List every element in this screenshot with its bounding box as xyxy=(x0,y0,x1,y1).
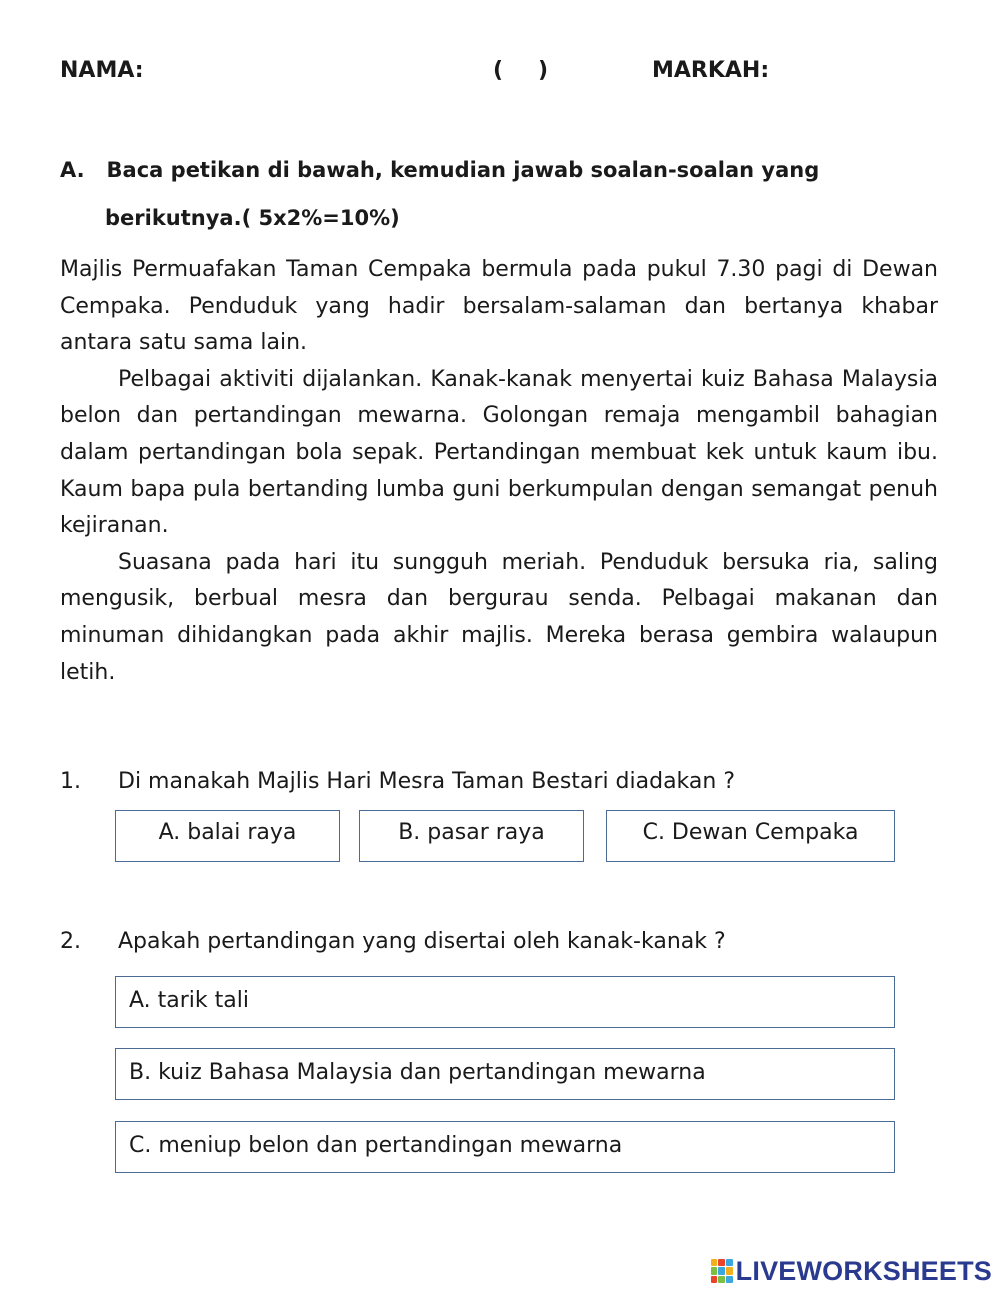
passage-paragraph-1: Majlis Permuafakan Taman Cempaka bermula pada pukul 7.30 pagi di Dewan Cempaka. Penduduk yang hadir bersalam-salaman dan bertanya khabar antara satu sama lain. xyxy=(60,257,938,356)
q2-option-c[interactable]: C. meniup belon dan pertandingan mewarna xyxy=(115,1121,895,1173)
q1-option-a[interactable]: A. balai raya xyxy=(115,810,340,862)
logo-tile xyxy=(711,1259,718,1266)
markah-label: MARKAH: xyxy=(652,58,770,83)
logo-text: LIVEWORKSHEETS xyxy=(735,1255,992,1286)
instruction-line-2: berikutnya.( 5x2%=10%) xyxy=(105,206,400,230)
logo-tile xyxy=(718,1267,725,1274)
nama-label: NAMA: xyxy=(60,58,144,83)
worksheet-header xyxy=(60,58,940,98)
logo-tile xyxy=(718,1259,725,1266)
q2-option-a[interactable]: A. tarik tali xyxy=(115,976,895,1028)
logo-tile xyxy=(711,1267,718,1274)
liveworksheets-logo xyxy=(711,1255,992,1287)
q1-option-c[interactable]: C. Dewan Cempaka xyxy=(606,810,895,862)
bracket-open: ( xyxy=(493,58,504,83)
bracket-close: ) xyxy=(538,58,549,83)
question-number: 1. xyxy=(60,769,81,794)
question-number: 2. xyxy=(60,929,81,954)
logo-tile xyxy=(726,1276,733,1283)
passage-paragraph-2: Pelbagai aktiviti dijalankan. Kanak-kanak menyertai kuiz Bahasa Malaysia belon dan pertandingan mewarna. Golongan remaja mengambil bahagian dalam pertandingan bola sepak. Pertandingan membuat kek untuk kaum ibu. Kaum bapa pula bertanding lumba guni berkumpulan dengan semangat penuh kejiranan. xyxy=(60,366,938,539)
passage-paragraph-3: Suasana pada hari itu sungguh meriah. Penduduk bersuka ria, saling mengusik, berbual mesra dan bergurau senda. Pelbagai makanan dan minuman dihidangkan pada akhir majlis. Mereka berasa gembira walaupun letih. xyxy=(60,549,938,685)
logo-tile xyxy=(718,1276,725,1283)
logo-tile xyxy=(711,1276,718,1283)
logo-tile xyxy=(726,1267,733,1274)
reading-passage xyxy=(60,252,938,691)
instruction-line-1: A. Baca petikan di bawah, kemudian jawab soalan-soalan yang xyxy=(60,158,820,182)
logo-tile xyxy=(726,1259,733,1266)
q2-option-b[interactable]: B. kuiz Bahasa Malaysia dan pertandingan mewarna xyxy=(115,1048,895,1100)
logo-mark-icon xyxy=(711,1259,733,1283)
question-text: Di manakah Majlis Hari Mesra Taman Bestari diadakan ? xyxy=(118,769,736,794)
q1-option-b[interactable]: B. pasar raya xyxy=(359,810,584,862)
question-text: Apakah pertandingan yang disertai oleh kanak-kanak ? xyxy=(118,929,726,954)
